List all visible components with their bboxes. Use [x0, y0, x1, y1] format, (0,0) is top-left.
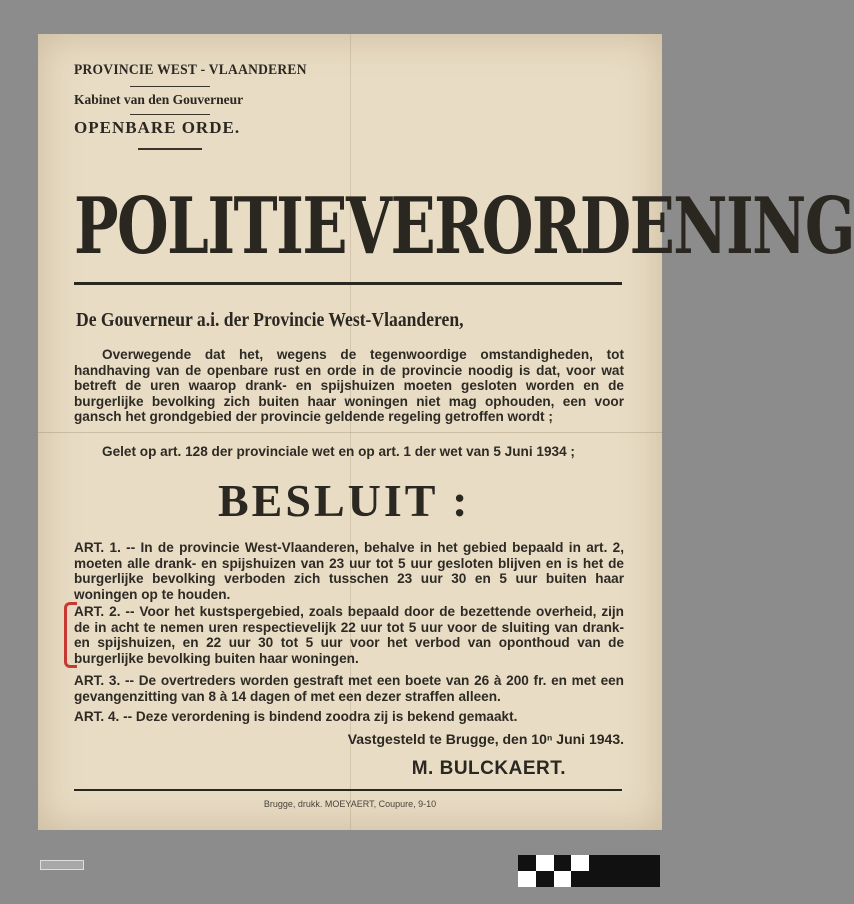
footer-rule	[74, 789, 622, 791]
governor-line: De Gouverneur a.i. der Provincie West-Vlaanderen,	[76, 309, 464, 331]
color-reference-bar	[40, 860, 84, 870]
preamble-paragraph: Overwegende dat het, wegens de tegenwoordige omstandigheden, tot handhaving van de openbare rust en orde in de provincie noodig is dat, voor wat betreft de uren waarop drank- en spijshuizen moeten gesloten worden en de burgerlijke bevolking zich buiten haar woningen niet mag ophouden, een voor gansch het grondgebied der provincie geldende regeling getroffen wordt ;	[74, 347, 624, 424]
header-rule-1	[130, 86, 210, 87]
red-bracket-mark	[64, 602, 77, 668]
signature-name: M. BULCKAERT.	[411, 758, 566, 779]
printer-imprint: Brugge, drukk. MOEYAERT, Coupure, 9-10	[263, 799, 437, 809]
article-4-label: ART. 4.	[74, 709, 120, 724]
header-province: PROVINCIE WEST - VLAANDEREN	[74, 62, 307, 78]
header-rule-2	[130, 114, 210, 115]
article-1-label: ART. 1.	[74, 540, 121, 555]
article-2-label: ART. 2.	[74, 604, 121, 619]
article-4	[74, 709, 624, 725]
article-2	[74, 604, 624, 666]
article-3	[74, 673, 624, 704]
header-rule-3	[138, 148, 202, 150]
article-3-text: -- De overtreders worden gestraft met een boete van 26 à 200 fr. en met een gevangenzitting van 8 à 14 dagen of met een dezer straffen alleen.	[74, 673, 624, 704]
article-1	[74, 540, 624, 602]
scale-checker-bar	[518, 855, 660, 887]
signature-date: Vastgesteld te Brugge, den 10ⁿ Juni 1943.	[347, 731, 624, 747]
page-title: POLITIEVERORDENING	[74, 181, 854, 272]
article-2-text: -- Voor het kustspergebied, zoals bepaald door de bezettende overheid, zijn de in acht te nemen uren respectievelijk 22 uur tot 5 uur voor de sluiting van drank- en spijshuizen, en 22 uur 30 tot 5 uur voor het verbod van oponthoud van de burgerlijke bevolking buiten haar woningen.	[74, 604, 624, 666]
poster	[38, 34, 854, 830]
header-section: OPENBARE ORDE.	[74, 118, 241, 137]
article-1-text: -- In de provincie West-Vlaanderen, behalve in het gebied bepaald in art. 2, moeten alle drank- en spijshuizen van 23 uur tot 5 uur gesloten blijven en is het de burgerlijke bevolking verboden zich tusschen 23 uur 30 en 5 uur buiten haar woningen op te houden.	[74, 540, 624, 602]
title-rule	[74, 282, 622, 285]
article-4-text: -- Deze verordening is bindend zoodra zij is bekend gemaakt.	[119, 709, 518, 724]
legal-basis-paragraph: Gelet op art. 128 der provinciale wet en op art. 1 der wet van 5 Juni 1934 ;	[102, 444, 575, 459]
article-3-label: ART. 3.	[74, 673, 121, 688]
header-cabinet: Kabinet van den Gouverneur	[74, 92, 244, 107]
decision-heading: BESLUIT :	[218, 475, 471, 526]
